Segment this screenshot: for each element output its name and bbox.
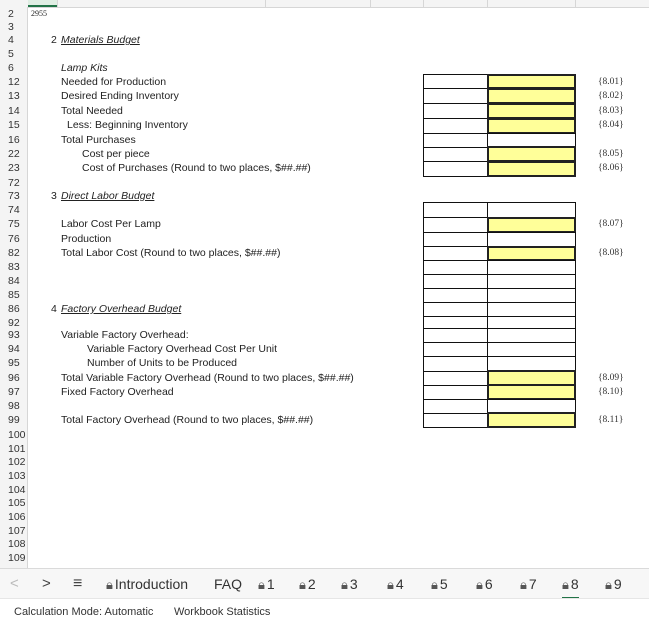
row-number[interactable]: 72 <box>8 177 20 189</box>
row-number[interactable]: 76 <box>8 233 20 245</box>
cell-e83[interactable] <box>423 260 488 275</box>
cell-e15[interactable] <box>423 118 488 134</box>
column-divider <box>57 0 58 7</box>
sheet-tab-label: 3 <box>349 576 358 592</box>
cell-e22[interactable] <box>423 147 488 162</box>
input-total-factory-overhead[interactable] <box>487 412 576 428</box>
section-title-factory-overhead-budget: Factory Overhead Budget <box>61 303 182 315</box>
row-label: Lamp Kits <box>61 62 108 74</box>
lock-icon: 🔒︎ <box>431 577 438 592</box>
row-number[interactable]: 109 <box>8 552 26 564</box>
answer-ref: {8.04} <box>598 120 624 130</box>
row-number[interactable]: 83 <box>8 261 20 273</box>
section-title-materials-budget: Materials Budget <box>61 34 140 46</box>
row-number[interactable]: 73 <box>8 190 20 202</box>
sheet-tab-label: 2 <box>307 576 316 592</box>
cell-e82[interactable] <box>423 246 488 261</box>
row-label: Needed for Production <box>61 76 167 88</box>
row-label: Total Variable Factory Overhead (Round to two places, $##.##) <box>61 372 354 384</box>
lock-icon: 🔒︎ <box>341 577 348 592</box>
row-number[interactable]: 14 <box>8 105 20 117</box>
row-number[interactable]: 74 <box>8 204 20 216</box>
cell-f83[interactable] <box>487 260 576 275</box>
row-number[interactable]: 12 <box>8 76 20 88</box>
lock-icon: 🔒︎ <box>387 577 394 592</box>
row-label: Cost of Purchases (Round to two places, $##.##) <box>82 162 311 174</box>
cell-f84[interactable] <box>487 274 576 289</box>
sheet-tab-label: Introduction <box>114 576 189 592</box>
lock-icon: 🔒︎ <box>106 577 113 592</box>
sheet-tab-5[interactable] <box>431 569 448 599</box>
sheet-tab-7[interactable] <box>520 569 537 599</box>
section-number: 4 <box>51 303 57 315</box>
row-number[interactable]: 23 <box>8 162 20 174</box>
answer-ref: {8.09} <box>598 373 624 383</box>
row-number[interactable]: 96 <box>8 372 20 384</box>
row-number[interactable]: 97 <box>8 386 20 398</box>
input-cost-per-piece[interactable] <box>487 146 576 162</box>
cell-a2[interactable]: 2955 <box>31 9 47 18</box>
answer-ref: {8.10} <box>598 387 624 397</box>
input-fixed-factory-overhead[interactable] <box>487 384 576 400</box>
cell-e76[interactable] <box>423 232 488 247</box>
cell-e13[interactable] <box>423 88 488 104</box>
answer-ref: {8.11} <box>598 415 624 425</box>
sheet-tab-2[interactable] <box>299 569 316 599</box>
cell-f85[interactable] <box>487 288 576 303</box>
sheet-tab-label: 6 <box>484 576 493 592</box>
row-number[interactable]: 13 <box>8 90 20 102</box>
row-number[interactable]: 2 <box>8 8 14 20</box>
row-number[interactable]: 82 <box>8 247 20 259</box>
row-number[interactable]: 107 <box>8 525 26 537</box>
input-total-needed[interactable] <box>487 103 576 119</box>
row-number[interactable]: 93 <box>8 329 20 341</box>
row-number[interactable]: 75 <box>8 218 20 230</box>
status-bar <box>0 598 649 624</box>
sheet-tab-6[interactable] <box>476 569 493 599</box>
cell-f86[interactable] <box>487 302 576 317</box>
input-labor-cost-per-lamp[interactable] <box>487 217 576 233</box>
sheet-tab-faq[interactable] <box>214 569 242 599</box>
scroll-tabs-right-button[interactable]: > <box>42 575 51 592</box>
section-title-direct-labor-budget: Direct Labor Budget <box>61 190 155 202</box>
answer-ref: {8.08} <box>598 248 624 258</box>
sheet-tab-label: 4 <box>395 576 404 592</box>
input-cost-of-purchases[interactable] <box>487 161 576 177</box>
row-number[interactable]: 3 <box>8 21 14 33</box>
row-number[interactable]: 98 <box>8 400 20 412</box>
row-number[interactable]: 105 <box>8 497 26 509</box>
sheet-tab-label: FAQ <box>214 576 243 592</box>
answer-ref: {8.01} <box>598 77 624 87</box>
lock-icon: 🔒︎ <box>605 577 612 592</box>
cell-e84[interactable] <box>423 274 488 289</box>
cell-e16[interactable] <box>423 133 488 148</box>
row-label: Production <box>61 233 112 245</box>
column-header-a[interactable] <box>28 0 57 7</box>
column-divider <box>265 0 266 7</box>
cell-f94[interactable] <box>487 342 576 357</box>
cell-e97[interactable] <box>423 385 488 400</box>
lock-icon: 🔒︎ <box>258 577 265 592</box>
answer-ref: {8.07} <box>598 219 624 229</box>
cell-e75[interactable] <box>423 217 488 233</box>
column-divider <box>370 0 371 7</box>
row-number[interactable]: 94 <box>8 343 20 355</box>
sheet-tab-label: 5 <box>439 576 448 592</box>
sheet-tab-1[interactable] <box>258 569 275 599</box>
row-number[interactable]: 84 <box>8 275 20 287</box>
row-label: Variable Factory Overhead Cost Per Unit <box>87 343 278 355</box>
sheet-tab-3[interactable] <box>341 569 358 599</box>
row-number[interactable]: 102 <box>8 456 26 468</box>
row-label: Total Factory Overhead (Round to two places, $##.##) <box>61 414 314 426</box>
row-number[interactable]: 22 <box>8 148 20 160</box>
row-label: Number of Units to be Produced <box>87 357 237 369</box>
cell-e93[interactable] <box>423 328 488 343</box>
sheet-tab-label: 9 <box>613 576 622 592</box>
calculation-mode-label: Calculation Mode: Automatic <box>14 606 154 618</box>
cell-f74[interactable] <box>487 202 576 218</box>
row-number[interactable]: 104 <box>8 484 26 496</box>
all-sheets-menu-icon[interactable]: ≡ <box>73 575 83 592</box>
answer-ref: {8.03} <box>598 106 624 116</box>
section-number: 2 <box>51 34 57 46</box>
section-number: 3 <box>51 190 57 202</box>
row-number[interactable]: 4 <box>8 34 14 46</box>
cell-e95[interactable] <box>423 356 488 372</box>
row-number[interactable]: 85 <box>8 289 20 301</box>
row-number[interactable]: 100 <box>8 429 26 441</box>
row-number[interactable]: 16 <box>8 134 20 146</box>
row-label: Less: Beginning Inventory <box>67 119 188 131</box>
cell-e96[interactable] <box>423 371 488 386</box>
row-label: Total Needed <box>61 105 123 117</box>
row-label: Total Labor Cost (Round to two places, $##.##) <box>61 247 281 259</box>
cell-e23[interactable] <box>423 161 488 177</box>
cell-e98[interactable] <box>423 399 488 414</box>
row-label: Fixed Factory Overhead <box>61 386 174 398</box>
sheet-tab-introduction[interactable] <box>106 569 188 599</box>
cell-e86[interactable] <box>423 302 488 317</box>
row-number[interactable]: 108 <box>8 538 26 550</box>
row-number[interactable]: 92 <box>8 317 20 329</box>
row-number[interactable]: 5 <box>8 48 14 60</box>
input-total-labor-cost[interactable] <box>487 246 576 261</box>
row-label: Variable Factory Overhead: <box>61 329 189 341</box>
row-label: Cost per piece <box>82 148 150 160</box>
lock-icon: 🔒︎ <box>562 577 569 592</box>
sheet-tab-label: 8 <box>570 576 579 592</box>
sheet-tab-bar <box>0 568 649 599</box>
lock-icon: 🔒︎ <box>476 577 483 592</box>
lock-icon: 🔒︎ <box>299 577 306 592</box>
cell-e14[interactable] <box>423 103 488 119</box>
row-number[interactable]: 106 <box>8 511 26 523</box>
row-number[interactable]: 103 <box>8 470 26 482</box>
workbook-statistics-button[interactable]: Workbook Statistics <box>174 606 271 618</box>
sheet-tab-label: 1 <box>266 576 275 592</box>
row-number[interactable]: 95 <box>8 357 20 369</box>
row-number[interactable]: 86 <box>8 303 20 315</box>
sheet-tab-9[interactable] <box>605 569 622 599</box>
cell-e99[interactable] <box>423 413 488 428</box>
column-divider <box>575 0 576 7</box>
cell-e94[interactable] <box>423 342 488 357</box>
sheet-tab-label: 7 <box>528 576 537 592</box>
cell-f93[interactable] <box>487 328 576 343</box>
sheet-tab-8[interactable] <box>562 569 579 599</box>
lock-icon: 🔒︎ <box>520 577 527 592</box>
column-divider <box>487 0 488 7</box>
input-beginning-inventory[interactable] <box>487 118 576 134</box>
row-label: Total Purchases <box>61 134 136 146</box>
scroll-tabs-left-button[interactable]: < <box>10 575 19 592</box>
row-number[interactable]: 101 <box>8 443 26 455</box>
cell-f76[interactable] <box>487 232 576 247</box>
answer-ref: {8.02} <box>598 91 624 101</box>
row-number[interactable]: 99 <box>8 414 20 426</box>
column-header-bar <box>0 0 649 8</box>
column-divider <box>423 0 424 7</box>
row-label: Desired Ending Inventory <box>61 90 179 102</box>
cell-e74[interactable] <box>423 202 488 218</box>
answer-ref: {8.05} <box>598 149 624 159</box>
row-label: Labor Cost Per Lamp <box>61 218 161 230</box>
input-desired-ending-inventory[interactable] <box>487 88 576 104</box>
answer-ref: {8.06} <box>598 163 624 173</box>
cell-e85[interactable] <box>423 288 488 303</box>
input-needed-for-production[interactable] <box>487 74 576 89</box>
sheet-tab-4[interactable] <box>387 569 404 599</box>
row-number[interactable]: 15 <box>8 119 20 131</box>
cell-e12[interactable] <box>423 74 488 89</box>
row-number[interactable]: 6 <box>8 62 14 74</box>
